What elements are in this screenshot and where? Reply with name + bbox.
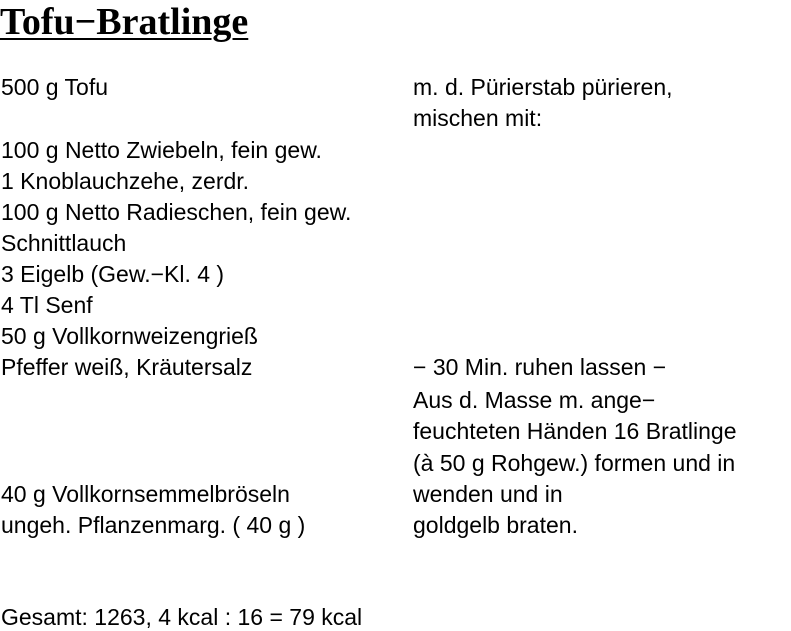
ingredient-line: 3 Eigelb (Gew.−Kl. 4 ) bbox=[1, 261, 225, 287]
ingredient-line: ungeh. Pflanzenmarg. ( 40 g ) bbox=[1, 512, 306, 538]
instruction-line: m. d. Pürierstab pürieren, bbox=[413, 74, 673, 100]
instruction-line: wenden und in bbox=[413, 481, 563, 507]
ingredient-line: 100 g Netto Radieschen, fein gew. bbox=[1, 199, 352, 225]
instruction-line: goldgelb braten. bbox=[413, 512, 578, 538]
ingredient-line: Schnittlauch bbox=[1, 230, 127, 256]
ingredient-line: Pfeffer weiß, Kräutersalz bbox=[1, 354, 253, 380]
calorie-total: Gesamt: 1263, 4 kcal : 16 = 79 kcal bbox=[1, 604, 363, 630]
ingredient-line: 4 Tl Senf bbox=[1, 292, 93, 318]
instruction-line: (à 50 g Rohgew.) formen und in bbox=[413, 450, 736, 476]
instruction-line: − 30 Min. ruhen lassen − bbox=[413, 354, 667, 380]
ingredient-line: 1 Knoblauchzehe, zerdr. bbox=[1, 168, 250, 194]
recipe-title: Tofu−Bratlinge bbox=[0, 1, 249, 43]
instruction-line: Aus d. Masse m. ange− bbox=[413, 387, 656, 413]
instruction-line: mischen mit: bbox=[413, 105, 543, 131]
ingredient-line: 100 g Netto Zwiebeln, fein gew. bbox=[1, 137, 322, 163]
ingredient-line: 40 g Vollkornsemmelbröseln bbox=[1, 481, 290, 507]
ingredient-line: 50 g Vollkornweizengrieß bbox=[1, 323, 258, 349]
instruction-line: feuchteten Händen 16 Bratlinge bbox=[413, 418, 737, 444]
ingredient-line: 500 g Tofu bbox=[1, 74, 109, 100]
